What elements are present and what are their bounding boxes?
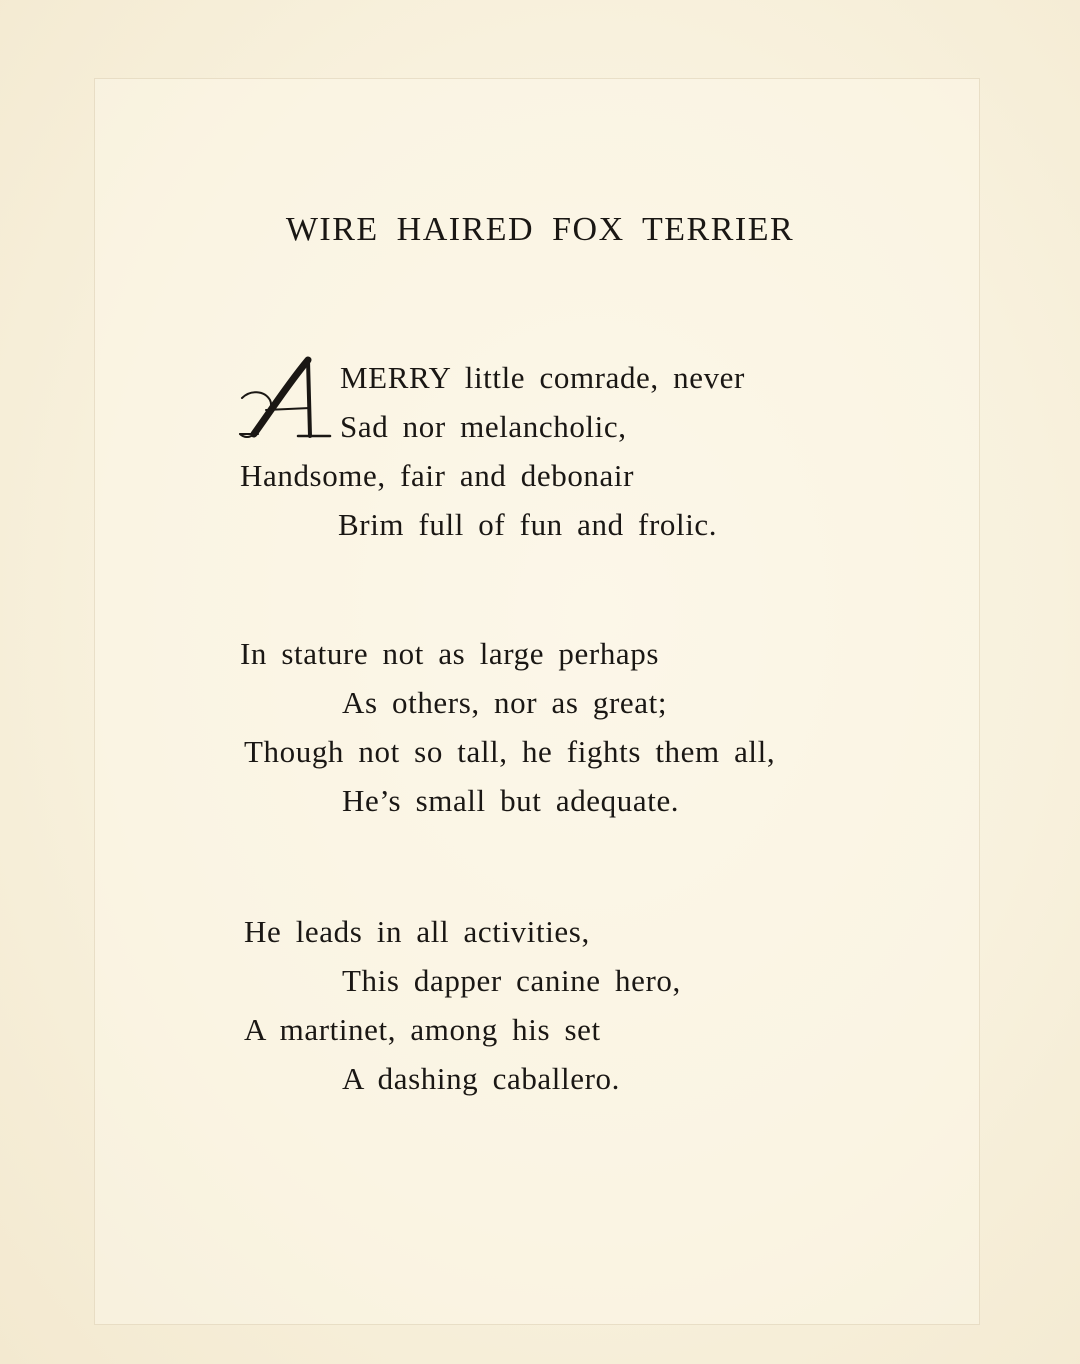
poem-line: Though not so tall, he fights them all, [244, 734, 776, 769]
poem-line: Handsome, fair and debonair [240, 458, 635, 493]
poem-title: WIRE HAIRED FOX TERRIER [285, 211, 795, 248]
poem-line: A martinet, among his set [244, 1012, 601, 1047]
poem-line: He’s small but adequate. [342, 783, 680, 818]
poem-line: This dapper canine hero, [342, 963, 681, 998]
poem-line: Brim full of fun and frolic. [338, 507, 718, 542]
poem-line: Sad nor melancholic, [340, 409, 627, 444]
poem-line: In stature not as large perhaps [240, 636, 660, 671]
poem-line: MERRY little comrade, never [340, 360, 745, 395]
poem-line: A dashing caballero. [342, 1061, 620, 1096]
poem-line: As others, nor as great; [342, 685, 668, 720]
poem-line: He leads in all activities, [244, 914, 590, 949]
drop-cap-letter [236, 354, 332, 446]
